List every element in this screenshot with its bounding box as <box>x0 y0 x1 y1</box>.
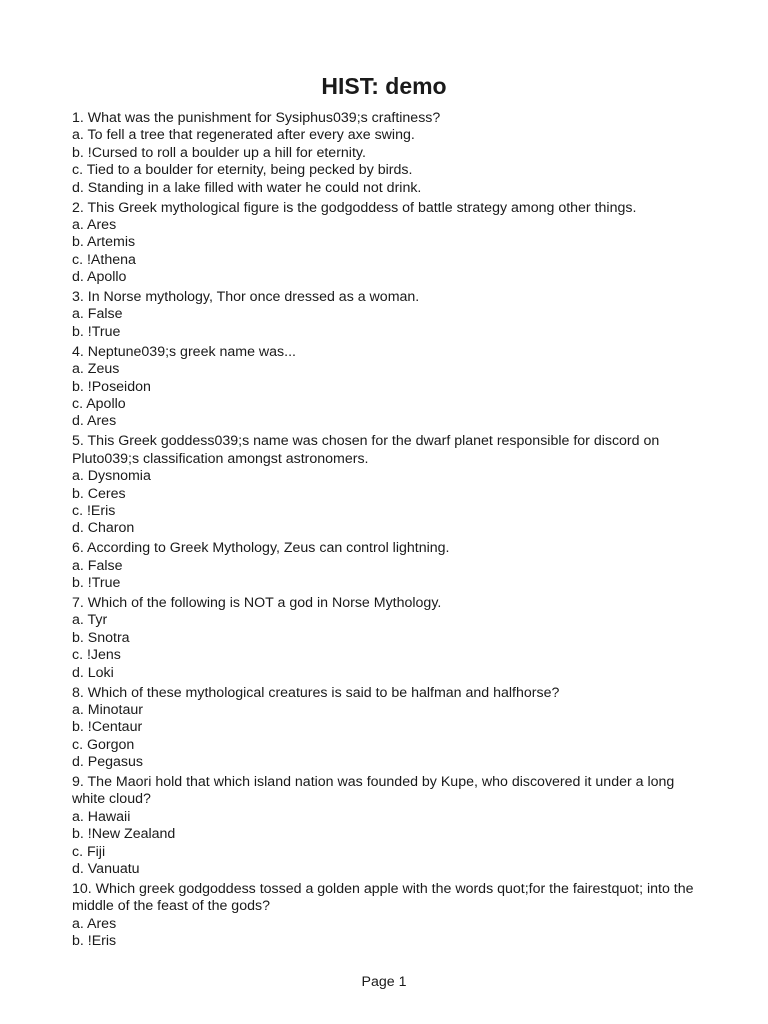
question-2 <box>72 200 708 287</box>
question-text: 2. This Greek mythological figure is the godgoddess of battle strategy among other things. <box>72 199 637 216</box>
answer-option: a. Zeus <box>72 361 120 378</box>
page-number: Page 1 <box>361 974 407 990</box>
answer-option: b. Snotra <box>72 629 130 646</box>
answer-option: b. !Cursed to roll a boulder up a hill for eternity. <box>72 144 366 161</box>
answer-option: d. Pegasus <box>72 754 143 771</box>
answer-option: d. Standing in a lake filled with water he could not drink. <box>72 179 422 196</box>
answer-option: a. Ares <box>72 915 117 932</box>
question-text: 4. Neptune039;s greek name was... <box>72 343 296 360</box>
question-8 <box>72 685 708 772</box>
answer-option: d. Vanuatu <box>72 861 140 878</box>
question-text: 1. What was the punishment for Sysiphus039;s craftiness? <box>72 110 441 126</box>
question-text: 9. The Maori hold that which island nation was founded by Kupe, who discovered it under a long white cloud? <box>72 774 675 808</box>
answer-option: a. Tyr <box>72 612 108 629</box>
answer-option: a. Minotaur <box>72 701 143 718</box>
question-9 <box>72 774 708 878</box>
question-text: 8. Which of these mythological creatures is said to be halfman and halfhorse? <box>72 684 560 701</box>
answer-option: b. !True <box>72 575 121 592</box>
answer-option: b. !Poseidon <box>72 378 151 395</box>
answer-option: c. !Jens <box>72 647 121 664</box>
question-1 <box>72 110 708 197</box>
answer-option: c. Tied to a boulder for eternity, being pecked by birds. <box>72 162 413 179</box>
answer-option: a. Hawaii <box>72 808 131 825</box>
answer-option: b. !Centaur <box>72 719 143 736</box>
answer-option: b. Ceres <box>72 485 126 502</box>
answer-option: b. !True <box>72 323 121 340</box>
question-text: 6. According to Greek Mythology, Zeus can control lightning. <box>72 540 450 557</box>
question-text: 10. Which greek godgoddess tossed a golden apple with the words quot;for the fairestquot; into the middle of the feast of the gods? <box>72 880 694 915</box>
answer-option: a. To fell a tree that regenerated after every axe swing. <box>72 127 415 144</box>
answer-option: a. False <box>72 557 123 574</box>
answer-option: a. False <box>72 306 123 323</box>
answer-option: c. Apollo <box>72 396 126 412</box>
quiz-list <box>72 110 708 953</box>
answer-option: d. Charon <box>72 520 135 537</box>
question-3 <box>72 289 708 341</box>
answer-option: b. !New Zealand <box>72 826 176 843</box>
answer-option: a. Ares <box>72 216 117 233</box>
question-text: 3. In Norse mythology, Thor once dressed as a woman. <box>72 289 420 306</box>
question-5 <box>72 433 708 537</box>
answer-option: d. Ares <box>72 413 117 430</box>
page-title: HIST: demo <box>321 73 447 99</box>
answer-option: b. !Eris <box>72 933 117 950</box>
question-text: 7. Which of the following is NOT a god in Norse Mythology. <box>72 594 442 611</box>
question-10 <box>72 881 708 951</box>
question-7 <box>72 595 708 682</box>
question-6 <box>72 540 708 592</box>
answer-option: b. Artemis <box>72 234 136 251</box>
answer-option: c. Fiji <box>72 843 106 860</box>
question-text: 5. This Greek goddess039;s name was chosen for the dwarf planet responsible for discord on Pluto039;s classification amongst astronomers. <box>72 433 660 467</box>
answer-option: c. !Athena <box>72 251 136 268</box>
answer-option: d. Apollo <box>72 269 127 286</box>
answer-option: c. !Eris <box>72 502 116 519</box>
answer-option: d. Loki <box>72 664 114 681</box>
answer-option: a. Dysnomia <box>72 468 151 485</box>
question-4 <box>72 344 708 431</box>
answer-option: c. Gorgon <box>72 736 135 753</box>
